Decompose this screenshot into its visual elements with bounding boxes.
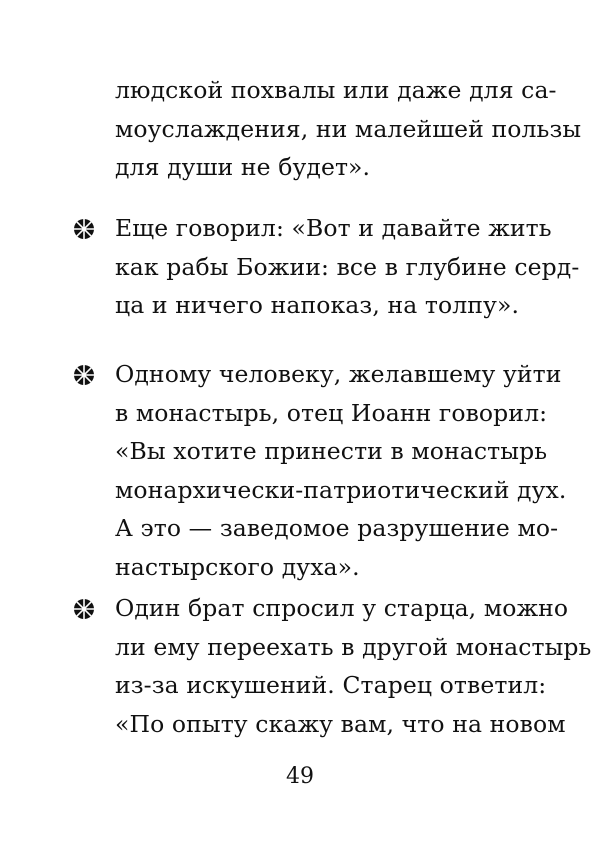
text-line: в монастырь, отец Иоанн говорил:: [115, 398, 548, 427]
paragraph-saying-3: [115, 355, 567, 586]
paragraph-saying-2: [115, 209, 580, 325]
text-line: ца и ничего напоказ, на толпу».: [115, 291, 520, 319]
starburst-ornament-icon: [73, 598, 95, 620]
paragraph-saying-4: [115, 589, 592, 743]
text-line: Одному человеку, желавшему уйти: [115, 360, 562, 388]
text-line: А это — заведомое разрушение мо-: [115, 514, 559, 542]
text-line: как рабы Божии: все в глубине серд-: [115, 252, 580, 281]
text-line: людской похвалы или даже для са-: [115, 76, 557, 104]
text-line: настырского духа».: [115, 552, 360, 581]
text-line: «По опыту скажу вам, что на новом: [115, 709, 566, 738]
text-line: Один брат спросил у старца, можно: [115, 594, 569, 622]
text-line: Еще говорил: «Вот и давайте жить: [115, 214, 552, 242]
starburst-ornament-icon: [73, 364, 95, 386]
page-number: 49: [286, 764, 314, 789]
text-line: ли ему переехать в другой монастырь: [115, 632, 592, 661]
text-line: моуслаждения, ни малейшей пользы: [115, 114, 582, 143]
starburst-ornament-icon: [73, 218, 95, 240]
text-line: «Вы хотите принести в монастырь: [115, 437, 548, 465]
text-line: из-за искушений. Старец ответил:: [115, 671, 547, 699]
text-line: монархически-патриотический дух.: [115, 475, 567, 504]
text-line: для души не будет».: [115, 153, 371, 181]
paragraph-continuation: [115, 71, 582, 187]
